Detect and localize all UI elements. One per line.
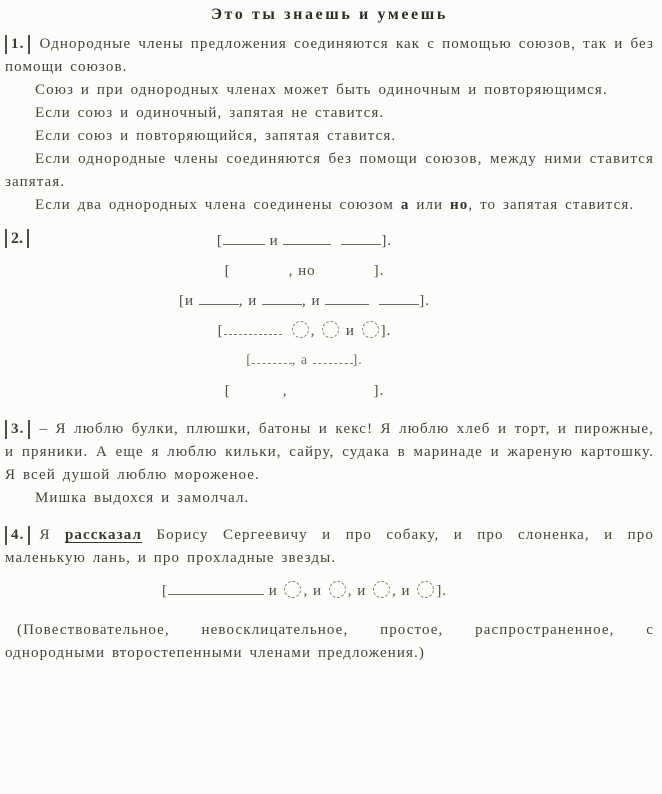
scheme-line-6 [5,376,604,406]
scheme-blank [283,232,331,245]
item-number-3: 3. [5,420,30,439]
sentence-text: Я [39,527,65,543]
scheme-text: и [264,233,284,249]
scheme-text: [ [246,353,252,368]
scheme-text: , а [291,353,313,368]
exercise-2 [5,224,654,408]
scheme-text: и [341,323,360,339]
rule-paragraph: Союз и при однородных членах может быть одиночным и повторяющимся. [35,82,608,98]
exercise-1 [5,33,654,217]
rule-text: или [409,197,451,213]
item-number-2: 2. [5,229,29,248]
homogeneous-member-circle [417,581,434,598]
rule-text: , то запятая ставится. [468,197,635,213]
scheme-text: ]. [373,383,385,399]
scheme-text: , [310,323,321,339]
scheme-blank [341,232,381,245]
scheme-text: , и [347,583,372,599]
rule-paragraph: Если однородные члены соединяются без помощи союзов, между ними ставится запятая. [5,151,654,190]
scheme-line-2 [5,256,604,286]
homogeneous-member-circle [373,581,390,598]
scheme-text: ]. [419,293,431,309]
scheme-blank [262,292,302,305]
scheme-text: [ [224,263,231,279]
rule-paragraph: Если союз и повторяющийся, запятая ставится. [35,128,397,144]
scheme-text: и [263,583,283,599]
scheme-text: ]. [373,263,385,279]
story-text: – Я люблю булки, плюшки, батоны и кекс! Я люблю хлеб и торт, и пирожные, и пряники. А еще я люблю кильки, сайру, судака в маринаде и жареную картошку. Я всей душой люблю мороженое. [5,421,654,483]
item-number-1: 1. [5,35,30,54]
scheme-text: , но [288,263,316,279]
homogeneous-member-circle [329,581,346,598]
sentence-scheme-block [5,224,654,408]
scheme-text: [ [161,583,168,599]
scheme-blank [224,322,282,335]
scheme-line-7 [162,583,447,599]
scheme-text: [и [178,293,199,309]
scheme-text: ]. [380,323,392,339]
conjunction-a: а [400,197,410,213]
story-paragraph: Мишка выдохся и замолчал. [35,490,250,506]
scheme-text: [ [216,233,223,249]
homogeneous-member-circle [284,581,301,598]
rule-text: Однородные члены предложения соединяются как с помощью союзов, так и без помощи союзов. [5,36,654,75]
story-paragraph [5,418,654,487]
scheme-line-4 [5,316,604,346]
exercise-4 [5,524,654,665]
conjunction-no: но [450,197,469,213]
scheme-blank [223,232,265,245]
homogeneous-member-circle [322,321,339,338]
sentence-text: Борису Сергеевичу и про собаку, и про слоненка, и про маленькую лань, и про прохладные звезды. [5,527,654,566]
scheme-blank [313,351,353,364]
scheme-blank [325,292,369,305]
rule-text: Если два однородных члена соединены союзом [35,197,401,213]
exercise-3 [5,418,654,510]
rule-paragraph [5,194,654,217]
rule-paragraph: Если союз и одиночный, запятая не ставится. [35,105,385,121]
underlined-word: рассказал [64,527,143,543]
scheme-line-3 [5,286,604,316]
scheme-text: , и [392,583,416,599]
homogeneous-member-circle [362,321,379,338]
scheme-text: [ [224,383,231,399]
scheme-blank [379,292,419,305]
scheme-text: ]. [352,353,363,368]
sentence-scheme [5,570,654,610]
scheme-line-1 [5,226,604,256]
scheme-text: ]. [436,583,448,599]
scheme-text: ]. [381,233,393,249]
scheme-text: [ [217,323,224,339]
rule-paragraph [5,33,654,79]
scheme-text: , и [238,293,263,309]
scheme-text: , и [303,583,327,599]
homogeneous-member-circle [292,321,309,338]
analysis-sentence [5,524,654,570]
grammar-note: (Повествовательное, невосклицательное, простое, распространенное, с однородными второстепенными членами предложения.) [5,622,654,661]
scheme-text: , и [302,293,326,309]
scheme-text: , [282,383,288,399]
page-title: Это ты знаешь и умеешь [211,6,448,23]
item-number-4: 4. [5,526,30,545]
scheme-blank [252,351,292,364]
scheme-blank [199,292,239,305]
scheme-blank [168,582,264,595]
scheme-line-5 [5,346,604,376]
